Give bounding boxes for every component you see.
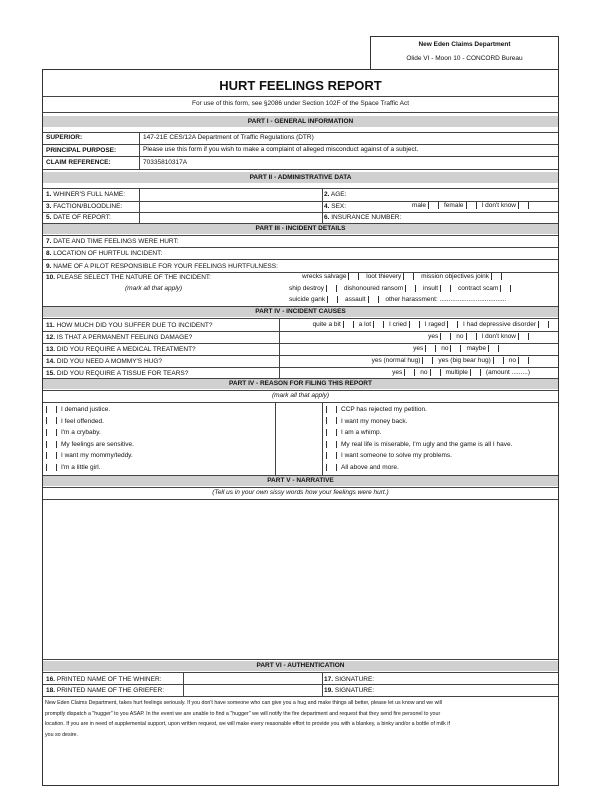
q15-label: 15. DID YOU REQUIRE A TISSUE FOR TEARS? <box>46 370 189 377</box>
whiner-signature-label: 17. SIGNATURE: <box>324 676 375 683</box>
checkbox-ship-destroy[interactable] <box>326 285 337 292</box>
reason-item[interactable]: I am a whimp. <box>326 427 558 439</box>
reason-item[interactable]: I feel offended. <box>46 416 274 428</box>
checkbox-normal-hug[interactable] <box>422 357 433 364</box>
q14-label: 14. DID YOU NEED A MOMMY'S HUG? <box>46 358 162 365</box>
checkbox-q13-yes[interactable] <box>425 345 436 352</box>
q12-options: yes no I don't know <box>428 333 534 340</box>
q10-row2: ship destroy dishonoured ransom insult contract scam <box>289 285 516 292</box>
checkbox-a-lot[interactable] <box>373 321 384 328</box>
checkbox-i-cried[interactable] <box>409 321 420 328</box>
checkbox-female[interactable] <box>466 202 477 209</box>
other-harassment: other harassment: ..................................... <box>385 296 507 304</box>
reason-item[interactable]: All above and more. <box>326 462 558 474</box>
narrative-hint: (Tell us in your own sissy words how your feelings were hurt.) <box>212 489 389 496</box>
checkbox-suicide-gank[interactable] <box>327 296 338 303</box>
principal-purpose-label: PRINCIPAL PURPOSE: <box>46 147 117 154</box>
q10-row1: wrecks salvage loot thievery mission objectives joink <box>302 273 507 280</box>
page-title: HURT FEELINGS REPORT <box>219 78 382 93</box>
part1-heading: PART I - GENERAL INFORMATION <box>43 116 558 127</box>
reason-item[interactable]: My feelings are sensitive. <box>46 439 274 451</box>
whiner-name-label: 1. WHINER'S FULL NAME: <box>46 191 126 198</box>
checkbox-insult[interactable] <box>440 285 451 292</box>
superior-value: 147-21E CES/12A Department of Traffic Regulations (DTR) <box>143 134 314 141</box>
sex-label: 4. SEX: <box>324 203 347 210</box>
reason-item[interactable]: I demand justice. <box>46 404 274 416</box>
superior-label: SUPERIOR: <box>46 134 83 141</box>
q14-options: yes (normal hug) yes (big bear hug) no <box>372 357 534 364</box>
reason-item[interactable]: I'm a crybaby. <box>46 427 274 439</box>
part3-heading: PART III - INCIDENT DETAILS <box>43 224 558 234</box>
part4-heading: PART IV - INCIDENT CAUSES <box>43 307 558 317</box>
checkbox-depressive-disorder[interactable] <box>538 321 549 328</box>
claim-reference-label: CLAIM REFERENCE: <box>46 159 111 166</box>
sex-options: male female I don't know <box>412 202 534 209</box>
hurt-feelings-form <box>42 69 559 786</box>
reason-item[interactable]: I want my money back. <box>326 416 558 428</box>
part2-heading: PART II - ADMINISTRATIVE DATA <box>43 172 558 183</box>
checkbox-dishonoured-ransom[interactable] <box>405 285 416 292</box>
checkbox-q14-no[interactable] <box>518 357 529 364</box>
griefer-signature-label: 19. SIGNATURE: <box>324 687 375 694</box>
checkbox-q12-no[interactable] <box>466 333 477 340</box>
q8-label: 8. LOCATION OF HURTFUL INCIDENT: <box>46 250 163 257</box>
narrative-area[interactable] <box>43 500 558 658</box>
checkbox-quite-a-bit[interactable] <box>343 321 354 328</box>
q9-label: 9. NAME OF A PILOT RESPONSIBLE FOR YOUR FEELINGS HURTFULNESS: <box>46 263 278 270</box>
part5-heading: PART V - NARRATIVE <box>43 476 558 486</box>
checkbox-mission-objectives[interactable] <box>491 273 502 280</box>
checkbox-contract-scam[interactable] <box>500 285 511 292</box>
checkbox-q15-multiple[interactable] <box>470 369 481 376</box>
usage-note: For use of this form, see §2086 under Section 102F of the Space Traffic Act <box>191 100 410 107</box>
faction-label: 3. FACTION/BLOODLINE: <box>46 203 123 210</box>
q7-label: 7. DATE AND TIME FEELINGS WERE HURT: <box>46 238 179 245</box>
checkbox-loot-thievery[interactable] <box>403 273 414 280</box>
part6-heading: PART VI - AUTHENTICATION <box>43 661 558 671</box>
q13-label: 13. DID YOU REQUIRE A MEDICAL TREATMENT? <box>46 346 196 353</box>
reason-item[interactable]: I want my mommy/teddy. <box>46 450 274 462</box>
checkbox-q12-unknown[interactable] <box>518 333 529 340</box>
q10-hint: (mark all that apply) <box>125 285 183 292</box>
griefer-printed-name-label: 18. PRINTED NAME OF THE GRIEFER: <box>46 687 164 694</box>
q13-options: yes no maybe <box>413 345 504 352</box>
q11-label: 11. HOW MUCH DID YOU SUFFER DUE TO INCIDENT? <box>46 322 213 329</box>
department-name: New Eden Claims Department <box>418 41 511 48</box>
reason-item[interactable]: CCP has rejected my petition. <box>326 404 558 416</box>
part4b-heading: PART IV - REASON FOR FILING THIS REPORT <box>43 379 558 389</box>
department-header-box <box>370 36 559 70</box>
checkbox-sex-unknown[interactable] <box>518 202 529 209</box>
q10-label: 10. PLEASE SELECT THE NATURE OF THE INCIDENT: <box>46 274 211 281</box>
checkbox-q15-yes[interactable] <box>404 369 415 376</box>
bureau-name: Olide VI - Moon 10 - CONCORD Bureau <box>406 55 523 62</box>
claim-reference-value: 70335810317A <box>143 159 188 166</box>
checkbox-q13-maybe[interactable] <box>488 345 499 352</box>
report-date-label: 5. DATE OF REPORT: <box>46 214 111 221</box>
checkbox-male[interactable] <box>428 202 439 209</box>
q11-options: quite a bit a lot I cried I raged I had depressive disorder <box>313 321 554 328</box>
checkbox-wrecks-salvage[interactable] <box>348 273 359 280</box>
principal-purpose-value: Please use this form if you wish to make a complaint of alleged misconduct against of a subject. <box>143 146 419 153</box>
reason-item[interactable]: I want someone to solve my problems. <box>326 450 558 462</box>
reasons-left-list <box>46 404 274 474</box>
reason-item[interactable]: My real life is miserable, I'm ugly and the game is all I have. <box>326 439 558 451</box>
q15-options: yes no multiple (amount .........) <box>392 369 530 377</box>
checkbox-big-bear-hug[interactable] <box>493 357 504 364</box>
whiner-printed-name-label: 16. PRINTED NAME OF THE WHINER: <box>46 676 162 683</box>
insurance-number-label: 6. INSURANCE NUMBER: <box>324 214 402 221</box>
age-label: 2. AGE: <box>324 191 347 198</box>
footer-disclaimer: New Eden Claims Department, takes hurt feelings seriously. If you don't have someone who can give you a hug and make things all better, please let us know and we will promptly dispatch a "hugger" to you ASAP. In the event we are unable to find a "hugger" we will notify the fire department and request that they send fire personel to your location. If you are in need of supplemental support, upon written request, we will make every reasonable effort to provide you with a blankey, a binky and/or a bottle of milk if you so desire. <box>45 700 450 738</box>
q10-row3: suicide gank assault other harassment: ..................................... <box>289 296 507 304</box>
reasons-right-list <box>326 404 558 474</box>
checkbox-q13-no[interactable] <box>450 345 461 352</box>
checkbox-i-raged[interactable] <box>447 321 458 328</box>
checkbox-q15-no[interactable] <box>430 369 441 376</box>
q12-label: 12. IS THAT A PERMANENT FEELING DAMAGE? <box>46 334 193 341</box>
reason-item[interactable]: I'm a little girl. <box>46 462 274 474</box>
checkbox-q12-yes[interactable] <box>440 333 451 340</box>
part4b-hint: (mark all that apply) <box>271 392 330 399</box>
checkbox-assault[interactable] <box>368 296 379 303</box>
